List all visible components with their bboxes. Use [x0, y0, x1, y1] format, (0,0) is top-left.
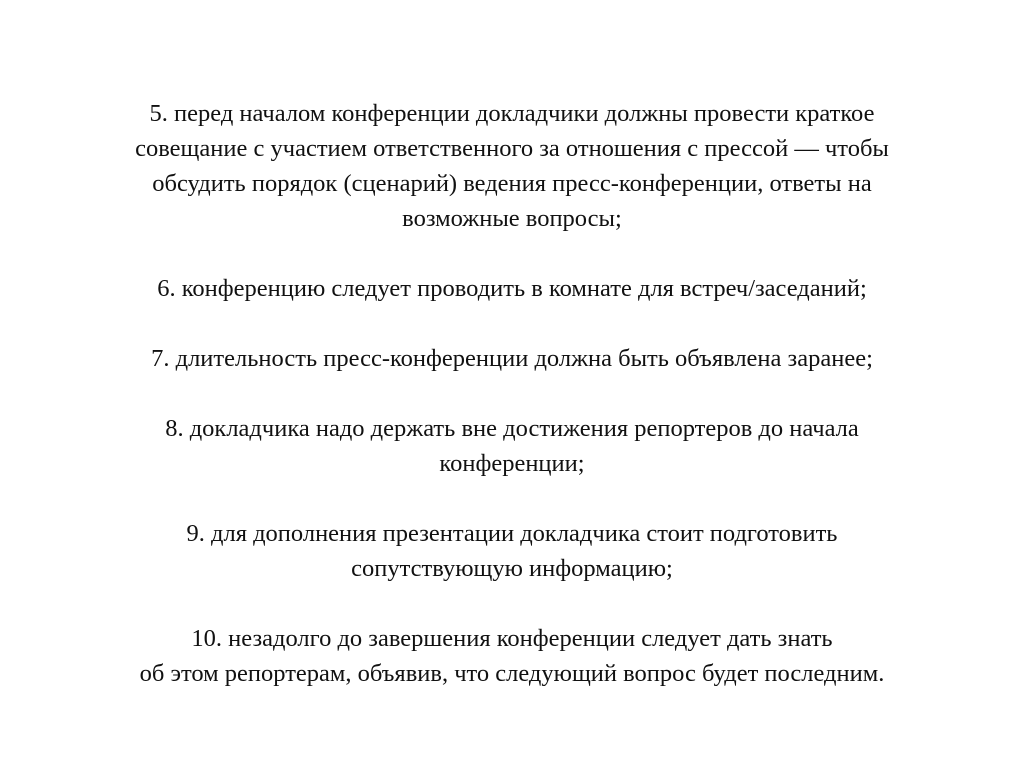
- list-item-8: [40, 411, 984, 481]
- list-item-5-line-3: обсудить порядок (сценарий) ведения пресс-конференции, ответы на: [152, 170, 872, 197]
- list-item-7: [40, 341, 984, 376]
- list-item-9-line-2: сопутствующую информацию;: [351, 555, 673, 582]
- list-item-8-line-1: 8. докладчика надо держать вне достижения репортеров до начала: [165, 415, 859, 442]
- list-item-6: [40, 271, 984, 306]
- list-item-9: [40, 516, 984, 586]
- list-item-8-line-2: конференции;: [439, 450, 585, 477]
- list-item-5-line-2: совещание с участием ответственного за отношения с прессой — чтобы: [135, 135, 889, 162]
- list-item-10: [40, 621, 984, 691]
- list-item-5-line-1: 5. перед началом конференции докладчики должны провести краткое: [149, 100, 875, 127]
- slide-body: [40, 96, 984, 726]
- list-item-5-line-4: возможные вопросы;: [402, 205, 622, 232]
- list-item-7-line-1: 7. длительность пресс-конференции должна быть объявлена заранее;: [151, 345, 873, 372]
- list-item-6-line-1: 6. конференцию следует проводить в комнате для встреч/заседаний;: [157, 275, 867, 302]
- list-item-10-line-1: 10. незадолго до завершения конференции следует дать знать: [191, 625, 833, 652]
- list-item-10-line-2: об этом репортерам, объявив, что следующий вопрос будет последним.: [139, 660, 885, 687]
- list-item-5: [40, 96, 984, 236]
- list-item-9-line-1: 9. для дополнения презентации докладчика стоит подготовить: [186, 520, 838, 547]
